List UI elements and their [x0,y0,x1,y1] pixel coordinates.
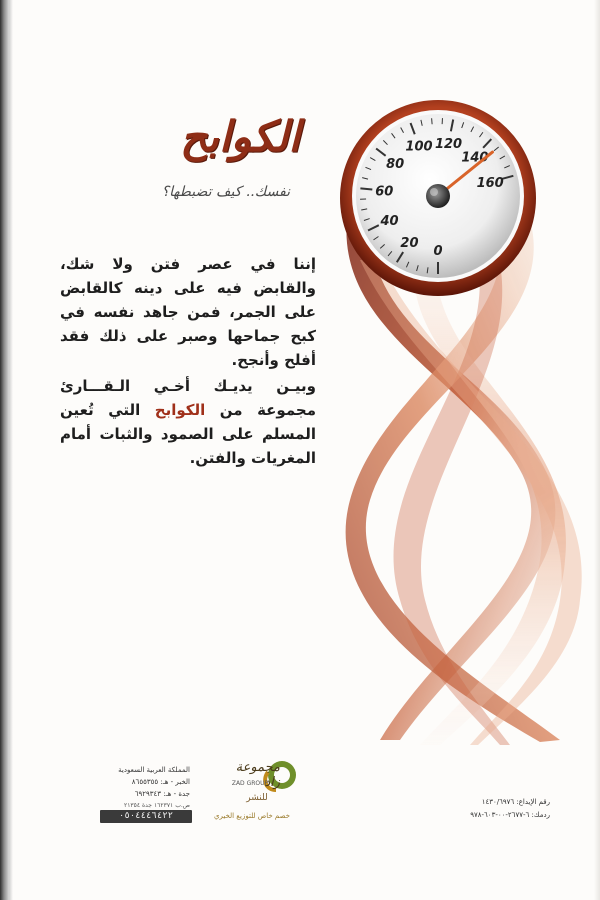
blurb-paragraph-2-end: التي تُعين المسلم على الصمود والثبات أمام المغريات والفتن. [60,401,316,467]
gauge-tick [360,188,372,189]
publisher-khobar-phone: الخبر - هـ: ٨٦٥٥٣٥٥ [131,778,190,786]
publisher-publish-label: للنشر [246,793,268,803]
blurb-paragraph-2-start: وبيـن يديـك أخـي الـقـــارئ مجموعة من [60,377,316,419]
publisher-country: المملكة العربية السعودية [118,766,190,774]
book-title: الكوابح [180,112,300,161]
blurb-paragraph-1: إننا في عصر فتن ولا شك، والقابض فيه على دينه كالقابض على الجمر، فمن جاهد نفسه في كبح جماحها وصبر على ذلك فقد أفلح وأنجح. [60,255,316,369]
gauge-tick-label: 120 [434,137,463,153]
legal-info [420,796,550,822]
blurb-highlight: الكوابح [154,401,206,419]
gauge-tick-label: 80 [386,157,405,173]
gauge-tick-label: 160 [476,176,504,192]
gauge-tick-label: 20 [400,235,419,251]
publisher-po-box: ص.ب ١٦٢٣٧١ جدة ٢١٣٥٤ [123,802,190,809]
isbn: ردمك: ٦-٢٦٧٧-٠٠-٦٠٣-٩٧٨ [470,811,550,819]
gauge-tick-label: 40 [380,213,399,229]
book-subtitle: نفسك.. كيف تضبطها؟ [161,184,290,200]
publisher-name-en: ZAD GROUP [231,780,269,787]
publisher-tagline: خصم خاص للتوزيع الخيري [214,812,290,820]
publisher-mobile: ٠٥٠٤٤٤٦٤٢٢ [100,810,192,823]
gauge-hub [426,184,450,208]
gauge-tick-label: 0 [433,244,443,259]
gauge-tick-label: 100 [405,139,433,155]
deposit-number: رقم الإيداع: ١٤٣٠/٦٩٧٦ [481,798,550,806]
publisher-address [102,764,190,812]
blurb-paragraph-2 [60,374,316,470]
gauge-tick-label: 140 [461,150,489,166]
publisher-name: مجموعة زاد [235,760,280,790]
publisher-jeddah-phone: جدة - هـ: ٦٩٢٩٣٤٣ [134,790,190,798]
gauge-tick-label: 60 [375,184,394,200]
speedometer-gauge [340,100,536,296]
